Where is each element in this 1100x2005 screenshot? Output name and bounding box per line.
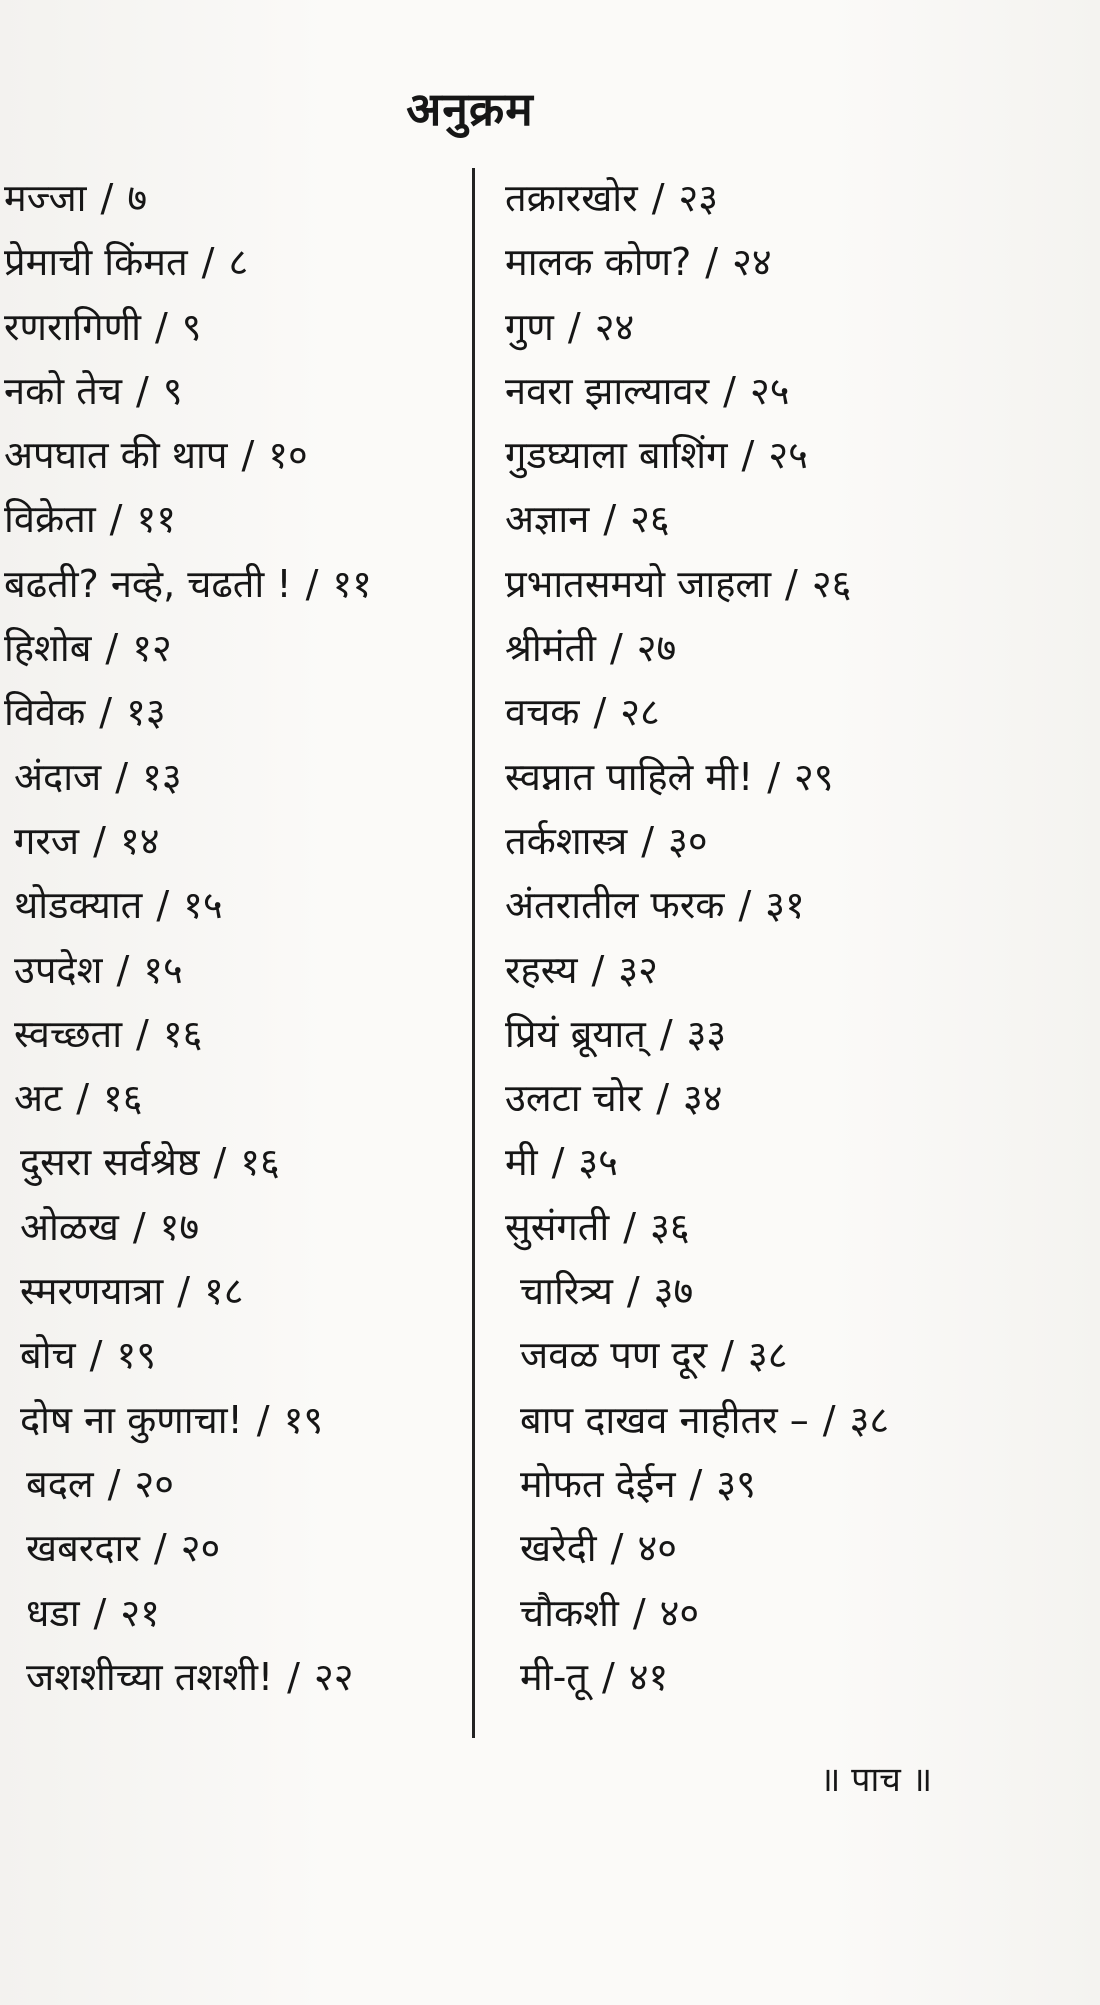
toc-entry (0, 1645, 460, 1709)
toc-entry (505, 1130, 1065, 1194)
toc-entry-title: ओळख (20, 1204, 119, 1249)
toc-entry (505, 552, 1065, 616)
toc-separator: / (723, 368, 736, 413)
toc-page-number: २० (134, 1461, 174, 1506)
toc-page-number: ७ (127, 176, 148, 220)
toc-page-number: १९ (116, 1333, 157, 1378)
toc-page-number: २५ (768, 433, 808, 478)
toc-page-number: ३९ (716, 1461, 756, 1506)
toc-separator: / (287, 1654, 300, 1699)
toc-entry-title: तर्कशास्त्र (505, 818, 628, 863)
toc-entry (0, 1323, 460, 1387)
toc-entry-title: श्रीमंती (505, 626, 596, 671)
toc-page-number: ३४ (683, 1076, 723, 1121)
toc-separator: / (567, 304, 581, 349)
toc-entry (505, 1645, 1065, 1709)
toc-page-number: २९ (794, 754, 834, 799)
toc-page-number: ४१ (628, 1654, 669, 1699)
toc-page-number: ३० (668, 818, 708, 863)
toc-page-number: १५ (143, 947, 183, 992)
toc-page-number: १७ (159, 1204, 200, 1249)
toc-entry-title: गुडघ्याला बाशिंग (505, 433, 728, 478)
toc-entry (505, 1516, 1065, 1580)
toc-page-number: २७ (636, 626, 677, 671)
toc-separator: / (623, 1204, 637, 1249)
toc-entry-title: उलटा चोर (505, 1076, 643, 1121)
toc-entry (505, 1452, 1065, 1516)
toc-entry (505, 1002, 1065, 1066)
toc-separator: / (632, 1590, 646, 1635)
toc-page-number: ४० (637, 1526, 677, 1571)
toc-entry (0, 809, 460, 873)
toc-entry (505, 359, 1065, 423)
toc-page-number: १६ (162, 1011, 203, 1056)
toc-separator: / (689, 1461, 703, 1506)
toc-page-number: २३ (678, 176, 719, 220)
toc-entry (505, 680, 1065, 744)
toc-entry-title: प्रियं ब्रूयात् (505, 1011, 646, 1056)
toc-entry-title: स्वच्छता (14, 1011, 123, 1056)
toc-entry-title: जवळ पण दूर (520, 1333, 708, 1378)
toc-left-column (0, 166, 460, 1709)
toc-page-number: २४ (732, 240, 772, 285)
toc-separator: / (109, 497, 123, 542)
toc-entry (0, 1452, 460, 1516)
toc-entry-title: स्वप्नात पाहिले मी! (505, 754, 754, 799)
toc-separator: / (213, 1140, 227, 1185)
toc-entry-title: विवेक (4, 690, 86, 735)
toc-separator: / (136, 1011, 149, 1056)
toc-entry-title: प्रेमाची किंमत (4, 240, 188, 285)
toc-entry (0, 1195, 460, 1259)
toc-page-number: २२ (313, 1654, 354, 1699)
toc-entry (505, 616, 1065, 680)
toc-entry-title: तक्रारखोर (505, 176, 638, 220)
toc-entry-title: बढती? नव्हे, चढती ! (4, 561, 292, 606)
toc-entry-title: अज्ञान (505, 497, 590, 542)
toc-entry (505, 938, 1065, 1002)
toc-separator: / (767, 754, 781, 799)
toc-page-number: ११ (332, 561, 372, 606)
toc-entry (0, 423, 460, 487)
toc-page-number: १६ (240, 1140, 280, 1185)
toc-page-number: १३ (126, 690, 166, 735)
toc-entry-title: उपदेश (14, 947, 103, 992)
toc-entry (505, 1323, 1065, 1387)
toc-page-number: २० (180, 1526, 221, 1571)
toc-entry (505, 873, 1065, 937)
toc-page-number: ११ (136, 497, 177, 542)
toc-page-number: ३५ (578, 1140, 618, 1185)
toc-entry-title: खरेदी (520, 1526, 597, 1571)
toc-separator: / (822, 1397, 836, 1442)
toc-entry-title: मज्जा (4, 176, 87, 220)
toc-page-number: २६ (811, 561, 852, 606)
toc-separator: / (601, 1654, 615, 1699)
toc-separator: / (105, 626, 119, 671)
page-number-footer: ॥ पाच ॥ (820, 1760, 933, 1800)
toc-entry-title: अपघात की थाप (4, 433, 228, 478)
toc-page-number: ३८ (849, 1397, 890, 1442)
toc-entry-title: खबरदार (26, 1526, 140, 1571)
toc-entry (505, 745, 1065, 809)
toc-entry-title: मी-तू (520, 1654, 588, 1699)
toc-separator: / (256, 1397, 270, 1442)
toc-entry (0, 1581, 460, 1645)
toc-separator: / (603, 497, 617, 542)
toc-separator: / (154, 304, 168, 349)
toc-separator: / (99, 690, 113, 735)
toc-entry-title: हिशोब (4, 626, 92, 671)
toc-entry (505, 230, 1065, 294)
toc-separator: / (93, 1590, 107, 1635)
toc-entry-title: दोष ना कुणाचा! (20, 1397, 243, 1442)
toc-separator: / (201, 240, 215, 285)
toc-entry-title: अट (14, 1076, 63, 1121)
toc-separator: / (651, 176, 665, 220)
toc-page-number: १६ (103, 1076, 143, 1121)
toc-separator: / (741, 433, 755, 478)
toc-entry-title: बाप दाखव नाहीतर – (520, 1397, 809, 1442)
toc-page-number: २१ (120, 1590, 160, 1635)
toc-entry (0, 166, 460, 230)
toc-entry (505, 487, 1065, 551)
toc-separator: / (609, 626, 623, 671)
toc-entry (0, 680, 460, 744)
toc-entry-title: जशशीच्या तशशी! (26, 1654, 274, 1699)
toc-entry (505, 1195, 1065, 1259)
toc-entry (0, 1388, 460, 1452)
toc-entry (0, 616, 460, 680)
toc-entry-title: स्मरणयात्रा (20, 1269, 164, 1314)
toc-separator: / (721, 1333, 734, 1378)
toc-entry-title: सुसंगती (505, 1204, 610, 1249)
toc-page-number: ४० (659, 1590, 700, 1635)
toc-entry (0, 873, 460, 937)
toc-page-number: ९ (162, 368, 183, 413)
toc-separator: / (641, 818, 655, 863)
toc-page-number: ३७ (653, 1269, 694, 1314)
column-divider (472, 168, 475, 1738)
toc-separator: / (93, 818, 106, 863)
toc-separator: / (241, 433, 255, 478)
toc-separator: / (305, 561, 319, 606)
toc-entry (505, 1259, 1065, 1323)
toc-entry (0, 487, 460, 551)
toc-right-column (505, 166, 1065, 1709)
toc-entry (0, 1130, 460, 1194)
toc-page-number: १५ (183, 883, 223, 928)
toc-entry-title: गरज (14, 818, 80, 863)
toc-entry-title: रहस्य (505, 947, 578, 992)
toc-separator: / (156, 883, 170, 928)
toc-entry (0, 359, 460, 423)
toc-page-number: १२ (132, 626, 172, 671)
toc-separator: / (100, 176, 114, 220)
toc-separator: / (551, 1140, 565, 1185)
toc-entry (505, 295, 1065, 359)
toc-separator: / (738, 883, 752, 928)
toc-entry (0, 295, 460, 359)
toc-separator: / (656, 1076, 669, 1121)
toc-entry (505, 423, 1065, 487)
toc-entry-title: दुसरा सर्वश्रेष्ठ (20, 1140, 200, 1185)
toc-entry-title: मी (505, 1140, 538, 1185)
toc-page-number: ३६ (650, 1204, 690, 1249)
toc-entry-title: नको तेच (4, 368, 122, 413)
toc-entry-title: गुण (505, 304, 554, 349)
toc-separator: / (116, 947, 130, 992)
toc-separator: / (132, 1204, 146, 1249)
toc-entry (505, 166, 1065, 230)
toc-separator: / (785, 561, 798, 606)
toc-entry-title: अंदाज (14, 754, 102, 799)
toc-separator: / (626, 1269, 640, 1314)
toc-entry-title: चारित्र्य (520, 1269, 613, 1314)
toc-entry (505, 1388, 1065, 1452)
toc-entry (0, 1516, 460, 1580)
toc-page-number: १० (268, 433, 308, 478)
toc-page-number: १३ (142, 754, 182, 799)
toc-entry (505, 1066, 1065, 1130)
toc-entry-title: अंतरातील फरक (505, 883, 725, 928)
toc-page-number: २५ (749, 368, 790, 413)
toc-entry (0, 938, 460, 1002)
toc-entry (0, 1259, 460, 1323)
toc-page-number: २८ (620, 690, 660, 735)
toc-separator: / (115, 754, 129, 799)
toc-separator: / (153, 1526, 167, 1571)
toc-page-number: ३३ (686, 1011, 727, 1056)
toc-entry-title: थोडक्यात (14, 883, 143, 928)
toc-entry (0, 1066, 460, 1130)
toc-entry-title: नवरा झाल्यावर (505, 368, 710, 413)
toc-separator: / (659, 1011, 673, 1056)
toc-entry-title: धडा (26, 1590, 80, 1635)
toc-page-number: ३१ (765, 883, 805, 928)
toc-separator: / (591, 947, 605, 992)
toc-page-number: ८ (228, 240, 249, 285)
toc-entry-title: बदल (26, 1461, 94, 1506)
toc-separator: / (705, 240, 719, 285)
toc-entry (0, 230, 460, 294)
toc-entry-title: चौकशी (520, 1590, 619, 1635)
toc-entry-title: विक्रेता (4, 497, 96, 542)
toc-page-number: ९ (181, 304, 202, 349)
toc-entry (0, 1002, 460, 1066)
toc-separator: / (76, 1076, 89, 1121)
toc-page-number: २४ (594, 304, 635, 349)
toc-separator: / (610, 1526, 624, 1571)
toc-page-number: १८ (204, 1269, 244, 1314)
toc-page-number: १९ (283, 1397, 324, 1442)
toc-page-number: २६ (630, 497, 670, 542)
toc-page-number: १४ (119, 818, 160, 863)
toc-entry (0, 745, 460, 809)
page-title: अनुक्रम (406, 81, 534, 136)
toc-entry (505, 1581, 1065, 1645)
toc-separator: / (107, 1461, 121, 1506)
toc-entry-title: मोफत देईन (520, 1461, 676, 1506)
toc-page-number: ३२ (618, 947, 658, 992)
toc-entry-title: वचक (505, 690, 580, 735)
toc-separator: / (89, 1333, 103, 1378)
toc-entry-title: प्रभातसमयो जाहला (505, 561, 772, 606)
toc-separator: / (136, 368, 149, 413)
toc-page-number: ३८ (747, 1333, 788, 1378)
toc-entry (0, 552, 460, 616)
toc-separator: / (177, 1269, 191, 1314)
toc-entry-title: मालक कोण? (505, 240, 692, 285)
toc-entry-title: बोच (20, 1333, 76, 1378)
toc-entry (505, 809, 1065, 873)
toc-entry-title: रणरागिणी (4, 304, 141, 349)
toc-separator: / (593, 690, 607, 735)
